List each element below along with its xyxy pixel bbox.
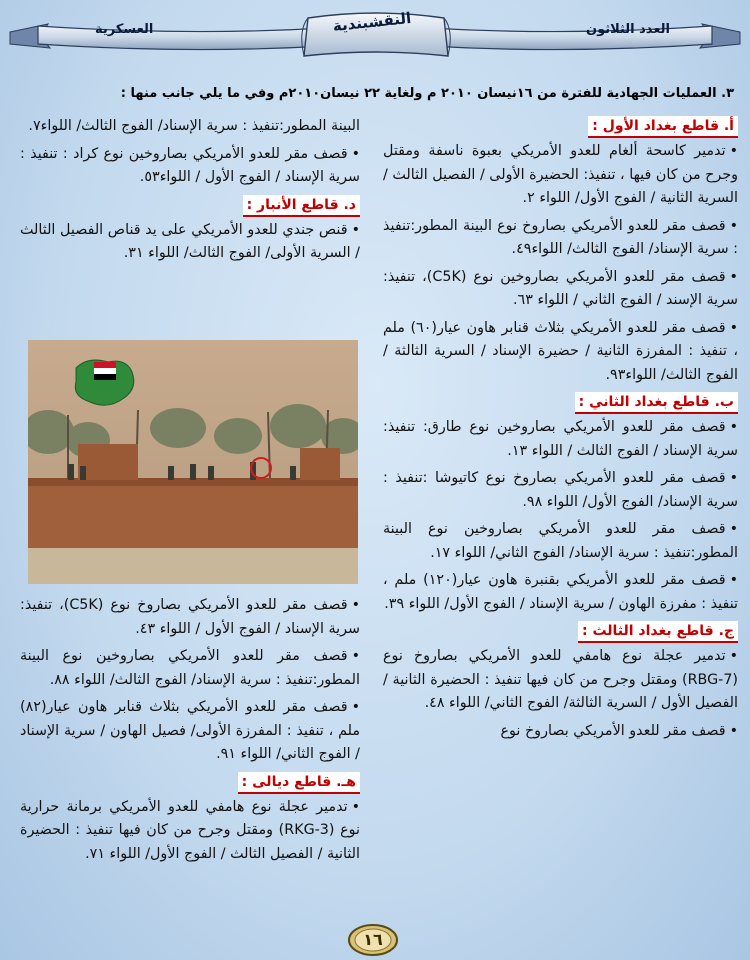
list-item: •تدمير كاسحة ألغام للعدو الأمريكي بعبوة ناسفة ومقتل وجرح من كان فيها ، تنفيذ: الحضيرة الأولى / الفصيل الثالث / السرية الثانية / الفوج الأول/ اللواء ٢. (383, 143, 738, 206)
list-item: •تدمير عجلة نوع هامفي للعدو الأمريكي برمانة حرارية نوع (RKG-3) ومقتل وجرح من كان فيها تنفيذ : الحضيرة الثانية / الفصيل الثالث / الفوج الأول/ اللواء ٧١. (20, 798, 360, 862)
magazine-title: النقشبندية (331, 8, 413, 36)
photo-scene (28, 340, 358, 584)
list-item: •قصف مقر للعدو الأمريكي بثلاث قنابر هاون عيار(٦٠) ملم ، تنفيذ : المفرزة الثانية / حضيرة الإسناد / السرية الثالثة / الفوج الثالث/ اللواء٩٣. (383, 319, 739, 383)
left-column-bottom (20, 594, 360, 870)
list-item: •قصف مقر للعدو الأمريكي بصاروخين نوع البينة المطور:تنفيذ : سرية الإسناد/ الفوج الثالث/ اللواء ٨٨. (20, 648, 360, 688)
sector-b-title: ب. قاطع بغداد الثاني : (575, 392, 738, 414)
list-item: •قصف مقر للعدو الأمريكي بقنبرة هاون عيار(١٢٠) ملم ، تنفيذ : مفرزة الهاون / سرية الإسناد / الفوج الأول/ اللواء ٣٩. (383, 572, 738, 612)
list-item: •قصف مقر للعدو الأمريكي بصاروخ نوع (C5K)، تنفيذ: سرية الإسناد / الفوج الأول / اللواء ٤٣. (20, 597, 360, 637)
list-item: •قصف مقر للعدو الأمريكي بصاروخين نوع البينة المطور:تنفيذ : سرية الإسناد/ الفوج الثاني/ اللواء ١٧. (383, 521, 738, 561)
list-item: •قصف مقر للعدو الأمريكي بصاروخ نوع (500, 722, 738, 739)
sector-e-title: هـ. قاطع ديالى : (238, 772, 360, 794)
section-label: العسكرية (95, 22, 154, 37)
issue-number-label: العدد الثلاثون (585, 22, 670, 37)
page-number: ١٦ (363, 930, 383, 949)
list-item: •تدمير عجلة نوع هامفي للعدو الأمريكي بصاروخ نوع (RBG-7) ومقتل وجرح من كان فيها تنفيذ : الحضيرة الثانية / الفصيل الأول / السرية الثالثة/ الفوج الثاني/ اللواء ٤٨. (383, 648, 738, 711)
sector-c-title: ج. قاطع بغداد الثالث : (578, 621, 738, 643)
list-item: •قنص جندي للعدو الأمريكي على يد قناص الفصيل الثالث / السرية الأولى/ الفوج الثالث/ اللواء ٣١. (20, 221, 360, 261)
soldiers-on-building-photo (28, 340, 358, 584)
list-item: •قصف مقر للعدو الأمريكي بصاروخين نوع كراد : تنفيذ : سرية الإسناد / الفوج الأول / اللواء٥٣. (20, 145, 360, 185)
left-column-top (20, 115, 360, 270)
list-item: •قصف مقر للعدو الأمريكي بصاروخ نوع البينة المطور:تنفيذ : سرية الإسناد/ الفوج الثالث/ اللواء٤٩. (383, 217, 738, 257)
list-item: •قصف مقر للعدو الأمريكي بصاروخين نوع طارق: تنفيذ: سرية الإسناد / الفوج الثالث / اللواء ١٣. (383, 419, 738, 459)
right-column (383, 115, 738, 747)
section-heading: ٣. العمليات الجهادية للفترة من ١٦نيسان ٢٠١٠ م ولغاية ٢٢ نيسان٢٠١٠م وفي ما يلي جانب منها : (120, 86, 734, 101)
continuation-text: البينة المطور:تنفيذ : سرية الإسناد/ الفوج الثالث/ اللواء٧. (28, 118, 360, 134)
list-item: •قصف مقر للعدو الأمريكي بصاروخين نوع (C5K)، تنفيذ: سرية الإسند / الفوج الثاني / اللواء ٦٣. (383, 268, 738, 308)
sector-d-title: د. قاطع الأنبار : (243, 195, 360, 217)
list-item: •قصف مقر للعدو الأمريكي بصاروخ نوع كاتيوشا :تنفيذ : سرية الإسناد/ الفوج الأول/ اللواء ٩٨. (383, 470, 738, 510)
list-item: •قصف مقر للعدو الأمريكي بثلاث قنابر هاون عيار(٨٢) ملم ، تنفيذ : المفرزة الأولى/ فصيل الهاون / سرية الإسناد / الفوج الثاني/ اللواء ٩١. (20, 699, 360, 762)
sector-a-title: أ. قاطع بغداد الأول : (588, 116, 738, 138)
